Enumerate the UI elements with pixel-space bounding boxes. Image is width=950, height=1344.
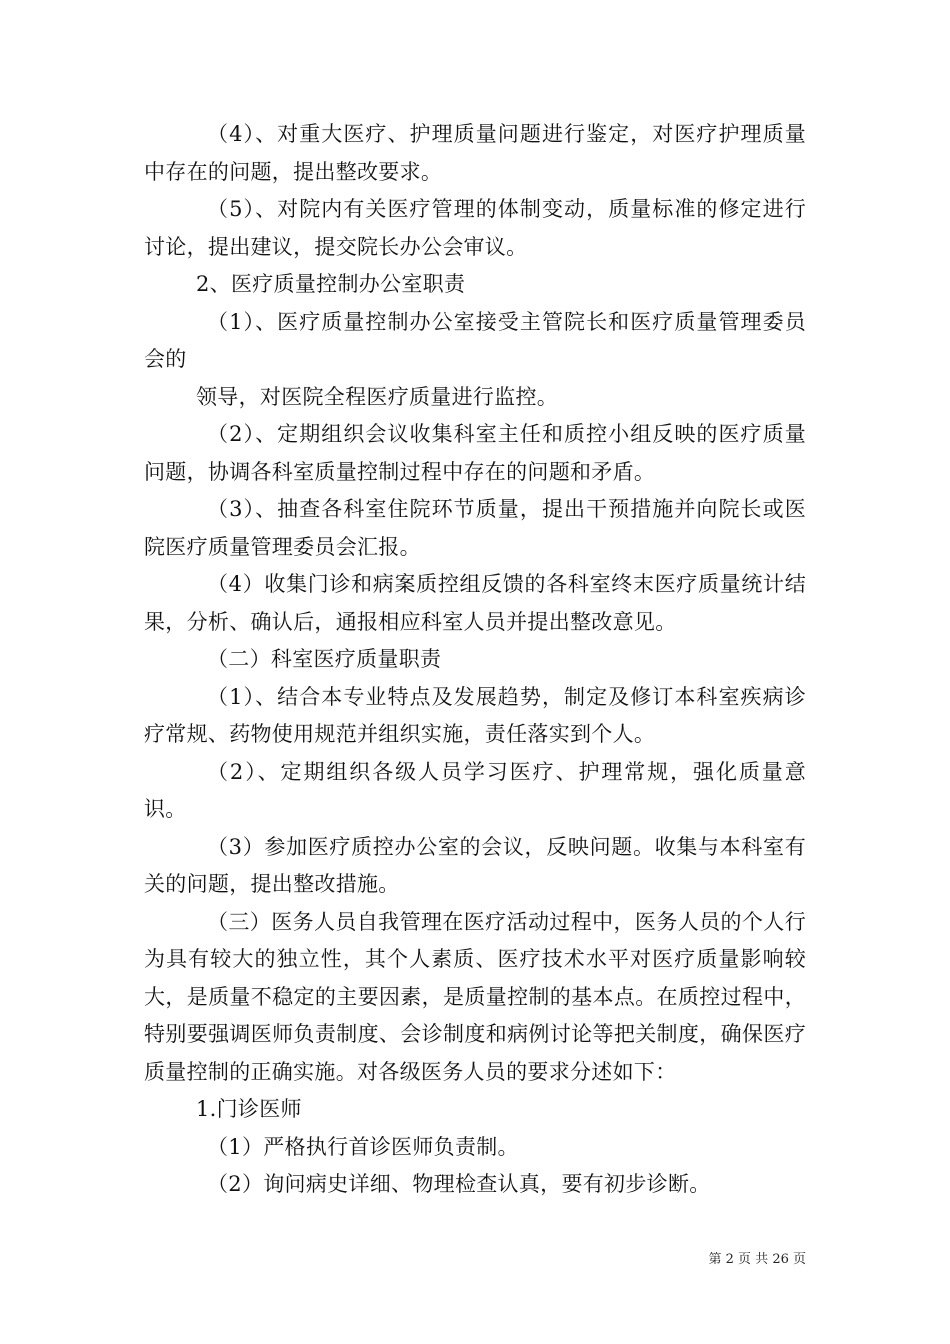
paragraph-qc-office-4: （4）收集门诊和病案质控组反馈的各科室终末医疗质量统计结果，分析、确认后，通报相应科室人员并提出整改意见。 — [144, 572, 806, 634]
page-number: 第 2 页 共 26 页 — [708, 1252, 806, 1267]
paragraph-qc-office-1: （1）、医疗质量控制办公室接受主管院长和医疗质量管理委员会的 — [144, 309, 806, 371]
paragraph-outpatient-1: （1）严格执行首诊医师负责制。 — [207, 1134, 519, 1159]
paragraph-qc-office-3: （3）、抽查各科室住院环节质量，提出干预措施并向院长或医院医疗质量管理委员会汇报。 — [144, 497, 806, 559]
paragraph-dept-3: （3）参加医疗质控办公室的会议，反映问题。收集与本科室有关的问题，提出整改措施。 — [144, 834, 806, 896]
section-heading-dept-quality: （二）科室医疗质量职责 — [207, 647, 442, 671]
paragraph-qc-office-2: （2）、定期组织会议收集科室主任和质控小组反映的医疗质量问题，协调各科室质量控制过程中存在的问题和矛盾。 — [144, 422, 806, 484]
paragraph-self-management: （三）医务人员自我管理在医疗活动过程中，医务人员的个人行为具有较大的独立性，其个人素质、医疗技术水平对医疗质量影响较大，是质量不稳定的主要因素，是质量控制的基本点。在质控过程中，特别要强调医师负责制度、会诊制度和病例讨论等把关制度，确保医疗质量控制的正确实施。对各级医务人员的要求分述如下： — [144, 909, 806, 1084]
paragraph-qc-office-1-cont: 领导，对医院全程医疗质量进行监控。 — [196, 384, 559, 409]
paragraph-dept-2: （2）、定期组织各级人员学习医疗、护理常规，强化质量意识。 — [144, 759, 806, 821]
paragraph-outpatient-2: （2）询问病史详细、物理检查认真，要有初步诊断。 — [207, 1172, 711, 1196]
section-heading-outpatient-doctor: 1.门诊医师 — [196, 1097, 302, 1121]
section-heading-qc-office: 2、医疗质量控制办公室职责 — [196, 272, 466, 296]
document-body — [144, 116, 806, 1204]
paragraph-dept-1: （1）、结合本专业特点及发展趋势，制定及修订本科室疾病诊疗常规、药物使用规范并组织实施，责任落实到个人。 — [144, 684, 806, 746]
paragraph-item-4-appraisal: （4）、对重大医疗、护理质量问题进行鉴定，对医疗护理质量中存在的问题，提出整改要求。 — [144, 122, 806, 184]
paragraph-item-5-review: （5）、对院内有关医疗管理的体制变动，质量标准的修定进行讨论，提出建议，提交院长办公会审议。 — [144, 197, 806, 259]
